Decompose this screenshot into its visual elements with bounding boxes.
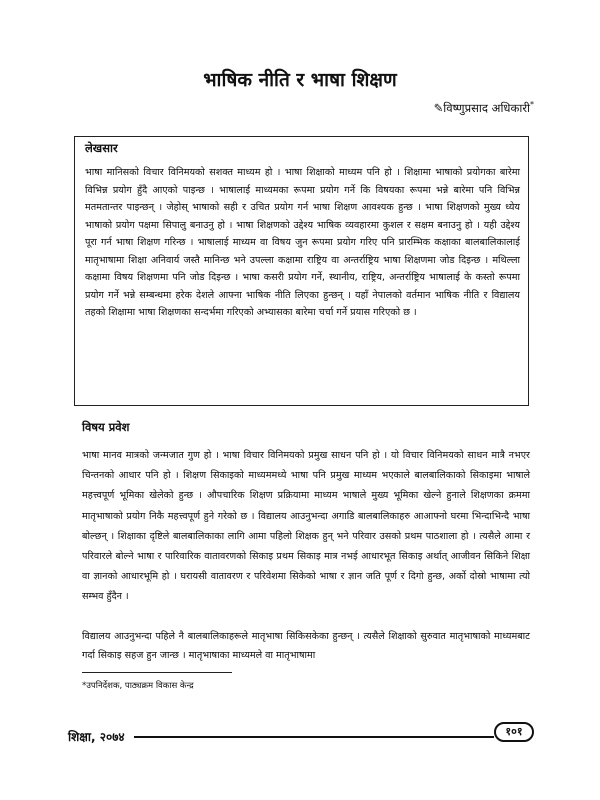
footnote-divider [82, 672, 232, 673]
author-footnote-marker: * [530, 100, 534, 109]
author-name: विष्णुप्रसाद अधिकारी [443, 100, 530, 115]
abstract-text: भाषा मानिसको विचार विनिमयको सशक्त माध्यम हो । भाषा शिक्षाको माध्यम पनि हो । शिक्षामा भाषाको प्रयोगका बारेमा विभिन्न प्रयोग हुँदै आएको पाइन्छ । भाषालाई माध्यमका रूपमा प्रयोग गर्ने कि विषयका रूपमा भन्ने बारेमा पनि विभिन्न मतमतान्तर पाइन्छन् । जेहोस् भाषाको सही र उचित प्रयोग गर्न भाषा शिक्षण आवश्यक हुन्छ । भाषा शिक्षणको मुख्य ध्येय भाषाको प्रयोग पक्षमा सिपालु बनाउनु हो । भाषा शिक्षणको उद्देश्य भाषिक व्यवहारमा कुशल र सक्षम बनाउनु हो । यही उद्देश्य पूरा गर्न भाषा शिक्षण गरिन्छ । भाषालाई माध्यम वा विषय जुन रूपमा प्रयोग गरिए पनि प्रारम्भिक कक्षाका बालबालिकालाई मातृभाषामा शिक्षा अनिवार्य जस्तै मानिन्छ भने उपल्ला कक्षामा राष्ट्रिय वा अन्तर्राष्ट्रिय भाषा शिक्षणमा जोड दिइन्छ । मथिल्ला कक्षामा विषय शिक्षणमा पनि जोड दिइन्छ । भाषा कसरी प्रयोग गर्ने, स्थानीय, राष्ट्रिय, अन्तर्राष्ट्रिय भाषालाई के कस्तो रूपमा प्रयोग गर्ने भन्ने सम्बन्धमा हरेक देशले आफ्ना भाषिक नीति लिएका हुन्छन् । यहाँ नेपालको वर्तमान भाषिक नीति र विद्यालय तहको शिक्षामा भाषा शिक्षणका सन्दर्भमा गरिएको अभ्यासका बारेमा चर्चा गर्ने प्रयास गरिएको छ । [85, 167, 520, 318]
footnote: *उपनिर्देशक, पाठ्यक्रम विकास केन्द्र [82, 681, 194, 691]
author-icon: ✎ [433, 100, 444, 115]
abstract-box [74, 136, 529, 406]
abstract-heading: लेखसार [85, 141, 118, 155]
page-number: १०१ [494, 722, 534, 742]
author-line [434, 100, 534, 116]
body-paragraph-1: भाषा मानव मात्रको जन्मजात गुण हो । भाषा विचार विनिमयको प्रमुख साधन पनि हो । यो विचार विनिमयको साधन मात्रै नभएर चिन्तनको आधार पनि हो । शिक्षण सिकाइको माध्यममध्ये भाषा पनि प्रमुख माध्यम भएकाले बालबालिकाको सिकाइमा भाषाले महत्त्वपूर्ण भूमिका खेलेको हुन्छ । औपचारिक शिक्षण प्रक्रियामा माध्यम भाषाले मुख्य भूमिका खेल्ने हुनाले शिक्षणका क्रममा मातृभाषाको प्रयोग निकै महत्त्वपूर्ण हुने गरेको छ । विद्यालय आउनुभन्दा अगाडि बालबालिकाहरु आआफ्नो घरमा भिन्दाभिन्दै भाषा बोल्छन् । शिक्षाका दृष्टिले बालबालिकाका लागि आमा पहिलो शिक्षक हुन् भने परिवार उसको प्रथम पाठशाला हो । त्यसैले आमा र परिवारले बोल्ने भाषा र पारिवारिक वातावरणको सिकाइ प्रथम सिकाइ मात्र नभई आधारभूत सिकाइ अर्थात् आजीवन सिकिने शिक्षा वा ज्ञानको आधारभूमि हो । घरायसी वातावरण र परिवेशमा सिकेको भाषा र ज्ञान जति पूर्ण र दिगो हुन्छ, अर्को दोस्रो भाषामा त्यो सम्भव हुँदैन । [82, 450, 530, 603]
page-title: भाषिक नीति र भाषा शिक्षण [203, 69, 397, 91]
section-heading: विषय प्रवेश [82, 420, 130, 434]
body-paragraph-2: विद्यालय आउनुभन्दा पहिले नै बालबालिकाहरूले मातृभाषा सिकिसकेका हुन्छन् । त्यसैले शिक्षाको सुरुवात मातृभाषाको माध्यमबाट गर्दा सिकाइ सहज हुन जान्छ । मातृभाषाका माध्यमले वा मातृभाषामा [82, 631, 530, 661]
footer-divider [134, 736, 494, 738]
journal-footer: शिक्षा, २०७४ [68, 730, 125, 744]
